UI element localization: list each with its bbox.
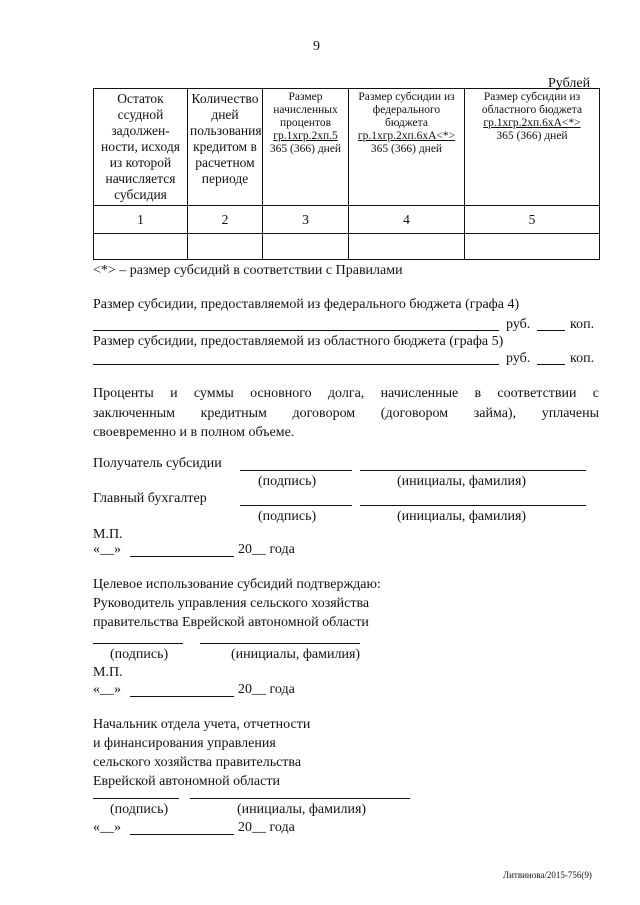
header-regional-subsidy: [465, 89, 600, 206]
confirm-line: правительства Еврейской автономной области: [93, 615, 369, 630]
signature-caption: (подпись): [110, 802, 169, 817]
date-month-line[interactable]: [130, 556, 234, 557]
initials-caption: (инициалы, фамилия): [397, 474, 527, 489]
head-dept-line: Еврейской автономной области: [93, 774, 280, 789]
head-dept-line: и финансирования управления: [93, 736, 276, 751]
header-days-count: Количество дней пользования кредитом в расчетном периоде: [188, 89, 263, 206]
initials-caption: (инициалы, фамилия): [231, 647, 361, 662]
signature-caption: (подпись): [110, 647, 169, 662]
dept-name-line[interactable]: [190, 798, 410, 799]
regional-kop-label: коп.: [570, 351, 595, 366]
head-name-line[interactable]: [200, 643, 360, 644]
recipient-name-line[interactable]: [360, 470, 586, 471]
page-number: 9: [313, 39, 320, 54]
table-empty-row: [94, 234, 600, 260]
federal-kop-label: коп.: [570, 317, 595, 332]
table-cell[interactable]: [94, 234, 188, 260]
date-year: 20__ года: [238, 542, 295, 557]
header-federal-days: 365 (366) дней: [370, 143, 443, 155]
stamp-label: М.П.: [93, 665, 123, 680]
signature-caption: (подпись): [258, 474, 317, 489]
head-dept-line: сельского хозяйства правительства: [93, 755, 302, 770]
header-interest-size: [263, 89, 349, 206]
column-number: 3: [263, 206, 349, 234]
date-day: «__»: [93, 682, 121, 697]
header-interest-days: 365 (366) дней: [269, 143, 342, 155]
table-number-row: [94, 206, 600, 234]
signature-caption: (подпись): [258, 509, 317, 524]
statement-line: Проценты и суммы основного долга, начисленные в соответствии с: [93, 386, 599, 401]
column-number: 5: [465, 206, 600, 234]
column-number: 4: [349, 206, 465, 234]
footnote: <*> – размер субсидий в соответствии с Правилами: [93, 263, 403, 278]
accountant-signature-line[interactable]: [240, 505, 352, 506]
header-federal-formula: гр.1хгр.2хп.6хА<*>: [357, 130, 456, 142]
federal-subsidy-label: Размер субсидии, предоставляемой из федерального бюджета (графа 4): [93, 297, 520, 312]
head-dept-line: Начальник отдела учета, отчетности: [93, 717, 311, 732]
accountant-name-line[interactable]: [360, 505, 586, 506]
header-regional-days: 365 (366) дней: [496, 130, 568, 142]
initials-caption: (инициалы, фамилия): [237, 802, 367, 817]
head-signature-line[interactable]: [93, 643, 183, 644]
currency-label: Рублей: [548, 76, 591, 91]
date-year: 20__ года: [238, 820, 295, 835]
header-interest-formula: гр.1хгр.2хп.5: [273, 130, 338, 142]
column-number: 2: [188, 206, 263, 234]
dept-signature-line[interactable]: [93, 798, 179, 799]
stamp-label: М.П.: [93, 527, 123, 542]
recipient-signature-line[interactable]: [240, 470, 352, 471]
federal-rub-label: руб.: [506, 317, 531, 332]
header-loan-balance: Остаток ссудной задолжен-ности, исходя из которой начисляется субсидия: [94, 89, 188, 206]
header-interest-text: Размер начисленных процентов: [273, 91, 338, 129]
regional-rub-label: руб.: [506, 351, 531, 366]
header-regional-text: Размер субсидии из областного бюджета: [481, 91, 583, 116]
table-cell[interactable]: [349, 234, 465, 260]
table-cell[interactable]: [465, 234, 600, 260]
confirm-line: Целевое использование субсидий подтверждаю:: [93, 577, 381, 592]
initials-caption: (инициалы, фамилия): [397, 509, 527, 524]
table-header-row: [94, 89, 600, 206]
regional-kop-line[interactable]: [537, 364, 565, 365]
regional-subsidy-label: Размер субсидии, предоставляемой из областного бюджета (графа 5): [93, 334, 504, 349]
table-cell[interactable]: [263, 234, 349, 260]
table-cell[interactable]: [188, 234, 263, 260]
date-day: «__»: [93, 542, 121, 557]
date-month-line[interactable]: [130, 834, 234, 835]
date-day: «__»: [93, 820, 121, 835]
chief-accountant-label: Главный бухгалтер: [93, 491, 207, 506]
statement-line: своевременно и в полном объеме.: [93, 425, 295, 440]
confirm-line: Руководитель управления сельского хозяйства: [93, 596, 370, 611]
date-year: 20__ года: [238, 682, 295, 697]
subsidy-table: [93, 88, 600, 260]
column-number: 1: [94, 206, 188, 234]
header-regional-formula: гр.1хгр.2хп.6хА<*>: [483, 117, 581, 129]
date-month-line[interactable]: [130, 696, 234, 697]
header-federal-subsidy: [349, 89, 465, 206]
regional-amount-line[interactable]: [93, 364, 499, 365]
header-federal-text: Размер субсидии из федерального бюджета: [358, 91, 455, 129]
recipient-label: Получатель субсидии: [93, 456, 222, 471]
federal-kop-line[interactable]: [537, 330, 565, 331]
statement-line: заключенным кредитным договором (договором займа), уплачены: [93, 406, 599, 421]
document-code: Литвинова/2015-756(9): [503, 870, 592, 880]
federal-amount-line[interactable]: [93, 330, 499, 331]
